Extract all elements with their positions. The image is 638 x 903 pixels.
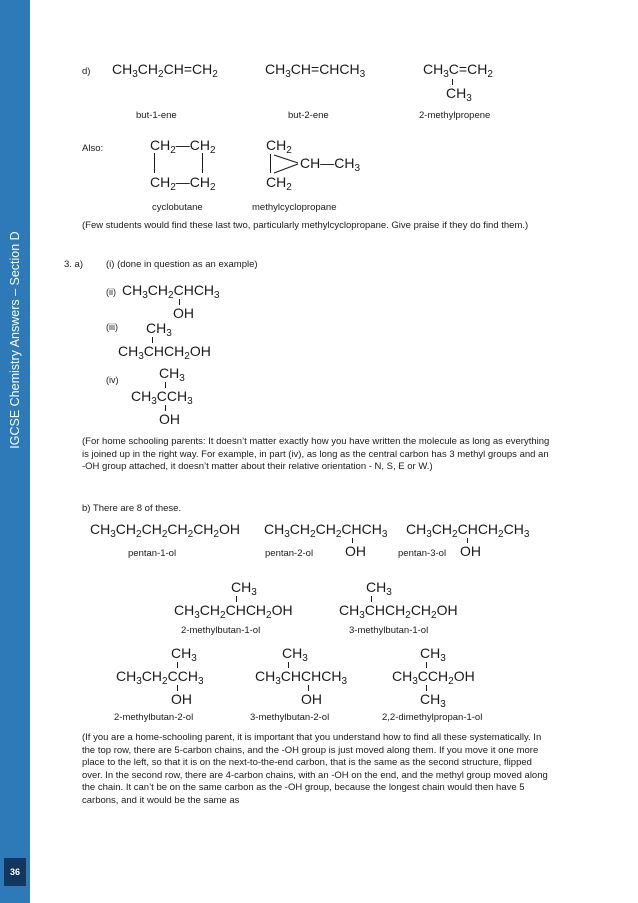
methylbutan-1-ol-3-top: $CH_3$ <box>366 579 392 598</box>
methylbutan-2-ol-3-oh: OH <box>301 691 322 707</box>
q3a-iv-formula: $CH_3CCH_3$ <box>131 388 193 407</box>
bond-line <box>270 154 271 173</box>
pentan-1-ol-formula: $CH_3CH_2CH_2CH_2CH_2OH$ <box>90 521 240 540</box>
q3a-i: (i) (done in question as an example) <box>106 259 258 270</box>
name-2-methylpropene: 2-methylpropene <box>419 110 491 121</box>
q3a-ii-oh: OH <box>173 305 194 321</box>
methylbutan-1-ol-3-formula: $CH_3CHCH_2CH_2OH$ <box>339 602 458 621</box>
q3a-ii-label: (ii) <box>106 287 116 297</box>
part-d-label: d) <box>82 66 91 77</box>
methylbutan-2-ol-3-top: $CH_3$ <box>282 645 308 664</box>
dimethylpropanol-bottom: $CH_3$ <box>420 691 446 710</box>
name-pentan-3-ol: pentan-3-ol <box>398 548 447 559</box>
name-2-methylbutan-2-ol: 2-methylbutan-2-ol <box>114 712 194 723</box>
dimethylpropanol-top: $CH_3$ <box>420 645 446 664</box>
cyclobutane-bottom: $CH_2—CH_2$ <box>150 174 216 193</box>
methylbutan-1-ol-2-top: $CH_3$ <box>231 579 257 598</box>
name-but-1-ene: but-1-ene <box>136 110 177 121</box>
q3a-iii-formula: $CH_3CHCH_2OH$ <box>118 343 211 362</box>
q3a-ii-formula: $CH_3CH_2CHCH_3$ <box>122 282 220 301</box>
bond-line <box>154 153 155 173</box>
q3a-iii-label: (iii) <box>106 322 118 332</box>
q3b-note: (If you are a home-schooling parent, it is important that you understand how to find all these systematically. In the top row, there are 5-carbon chains, and the -OH group is just moved along them. If you move it one more place to the left, so that it is on the next-to-the-end carbon, that is the same as the second structure, flipped over. In the second row, there are 4-carbon chains, with an -OH on the end, and the methyl group moved along the chain. It can’t be on the same carbon as the -OH group, because the longest chain would then have 5 carbons, and it would be the same as <box>82 732 548 806</box>
methylcyclopropane-top: $CH_2$ <box>266 137 292 156</box>
methylbutan-2-ol-2-formula: $CH_3CH_2CCH_3$ <box>116 668 204 687</box>
q3a-iii-branch: $CH_3$ <box>146 320 172 339</box>
name-2-methylbutan-1-ol: 2-methylbutan-1-ol <box>181 625 261 636</box>
methylbutan-2-ol-3-formula: $CH_3CHCHCH_3$ <box>255 668 348 687</box>
also-label: Also: <box>82 143 104 154</box>
but-1-ene-formula: $CH_3CH_2CH=CH_2$ <box>112 61 218 80</box>
ring-bonds <box>272 152 300 176</box>
q3a-iv-top: $CH_3$ <box>159 365 185 384</box>
pentan-3-ol-formula: $CH_3CH_2CHCH_2CH_3$ <box>406 521 530 540</box>
methylcyclopropane-bottom: $CH_2$ <box>266 174 292 193</box>
methylcyclopropane-mid: $CH—CH_3$ <box>300 155 361 174</box>
name-pentan-2-ol: pentan-2-ol <box>265 548 314 559</box>
pentan-3-ol-oh: OH <box>460 543 481 559</box>
methylbutan-2-ol-2-top: $CH_3$ <box>171 645 197 664</box>
dimethylpropanol-formula: $CH_3CCH_2OH$ <box>392 668 475 687</box>
name-2-2-dimethylpropan-1-ol: 2,2-dimethylpropan-1-ol <box>382 712 483 723</box>
name-3-methylbutan-2-ol: 3-methylbutan-2-ol <box>250 712 330 723</box>
sidebar-title: IGCSE Chemistry Answers – Section D <box>8 231 22 449</box>
name-methylcyclopropane: methylcyclopropane <box>252 202 337 213</box>
page-number: 36 <box>4 858 26 886</box>
also-note: (Few students would find these last two, particularly methylcyclopropane. Give praise if they do find them.) <box>82 220 529 231</box>
methylbutan-1-ol-2-formula: $CH_3CH_2CHCH_2OH$ <box>174 602 293 621</box>
cyclobutane-top: $CH_2—CH_2$ <box>150 137 216 156</box>
methylbutan-2-ol-2-oh: OH <box>171 691 192 707</box>
sidebar-band <box>0 0 30 903</box>
name-3-methylbutan-1-ol: 3-methylbutan-1-ol <box>349 625 429 636</box>
name-but-2-ene: but-2-ene <box>288 110 329 121</box>
methylpropene-formula: $CH_3C=CH_2$ <box>423 61 493 80</box>
q3a-iv-oh: OH <box>159 411 180 427</box>
q3a-note: (For home schooling parents: It doesn’t matter exactly how you have written the molecule as long as everything is joined up in the right way. For example, in part (iv), as long as the central carbon has 3 methyl groups and an -OH group attached, it doesn’t matter about their relative orientation - N, S, E or W.) <box>82 436 550 473</box>
q3a-label: 3. a) <box>64 259 84 270</box>
methylpropene-branch: $CH_3$ <box>446 85 472 104</box>
q3a-iv-label: (iv) <box>106 375 119 385</box>
name-cyclobutane: cyclobutane <box>152 202 203 213</box>
name-pentan-1-ol: pentan-1-ol <box>128 548 177 559</box>
but-2-ene-formula: $CH_3CH=CHCH_3$ <box>265 61 366 80</box>
pentan-2-ol-formula: $CH_3CH_2CH_2CHCH_3$ <box>264 521 388 540</box>
pentan-2-ol-oh: OH <box>345 543 366 559</box>
q3b-intro: b) There are 8 of these. <box>82 503 182 514</box>
bond-line <box>202 153 203 173</box>
